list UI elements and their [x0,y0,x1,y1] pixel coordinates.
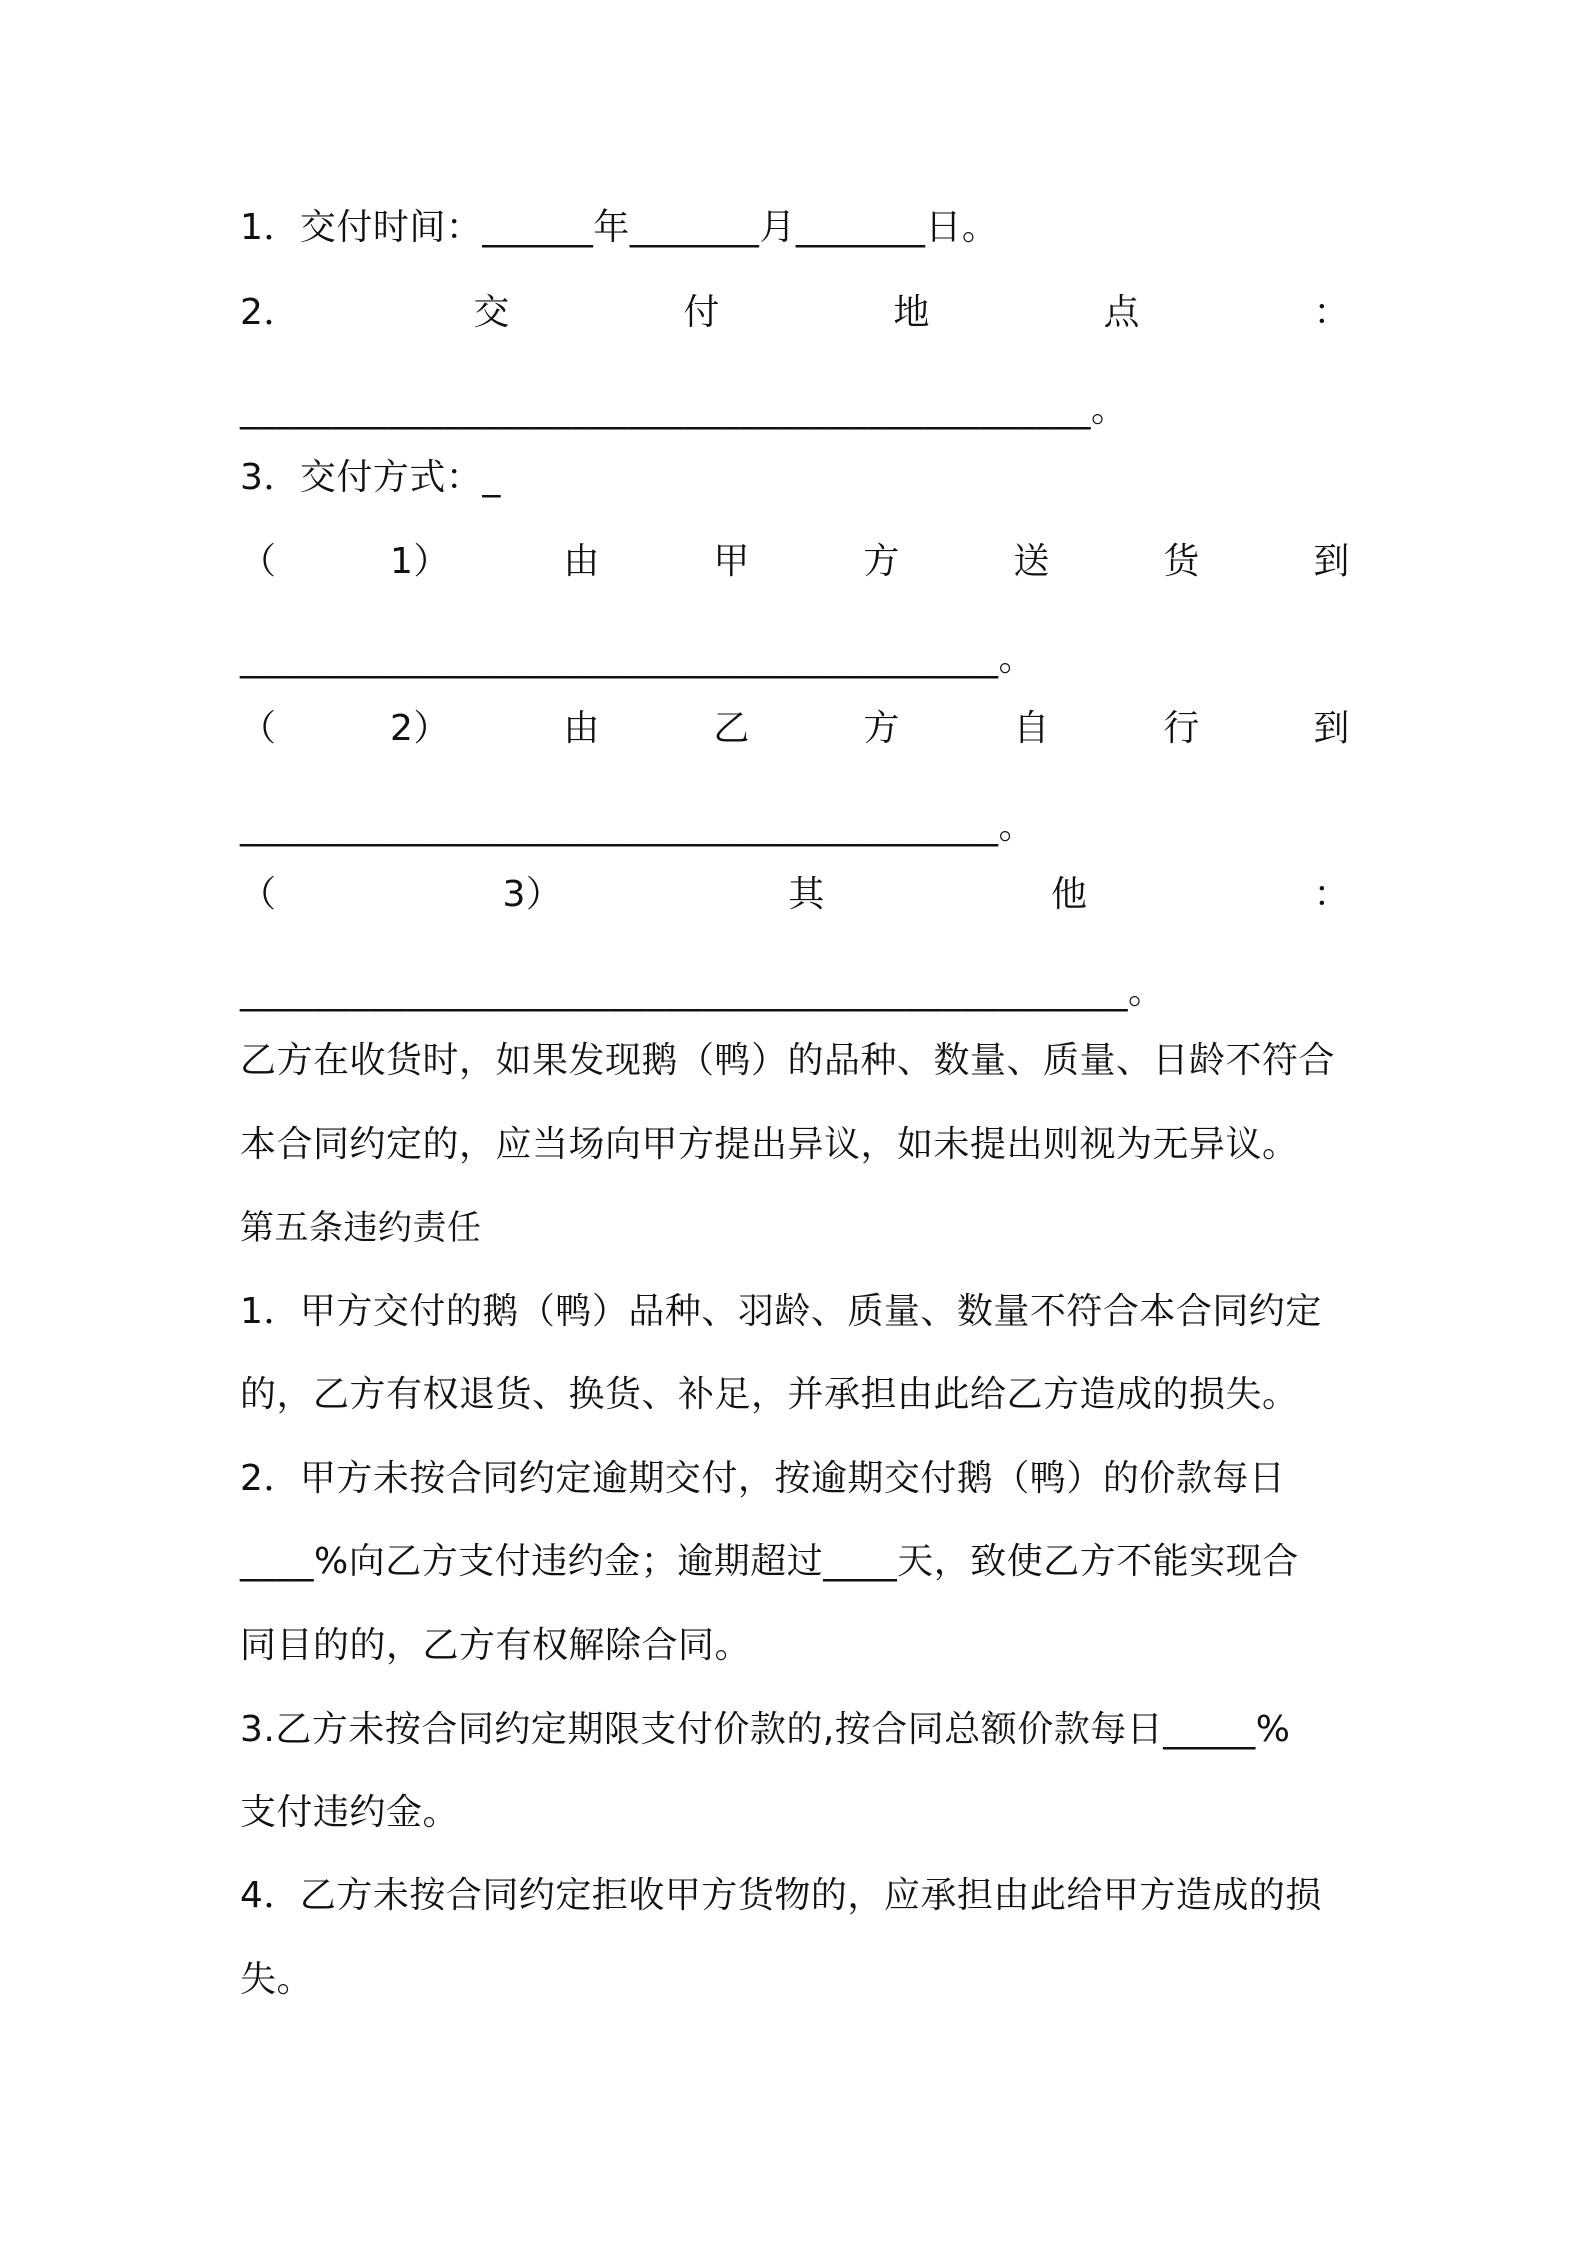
article-5-item-3-line-2: 支付违约金。 [240,1792,460,1833]
option-char: 1） [390,541,450,582]
delivery-option-1-blank: _________________________________________。 [240,638,1035,679]
option-char: 行 [1163,708,1200,749]
article-5-item-4-line-2: 失。 [240,1959,314,2000]
article-5-title: 第五条违约责任 [240,1208,482,1248]
delivery-option-3 [240,870,1350,920]
article-5-item-2-line-3: 同目的的，乙方有权解除合同。 [240,1625,752,1666]
option-char: 3） [502,874,563,915]
option-char: 2） [390,708,450,749]
article-5-item-1-line-1: 1．甲方交付的鹅（鸭）品种、羽龄、质量、数量不符合本合同约定 [240,1291,1322,1332]
option-char: （ [240,541,277,582]
option-char: 方 [863,541,900,582]
option-char: 自 [1013,708,1050,749]
delivery-method: 3．交付方式：_ [240,457,501,498]
delivery-option-2 [240,704,1350,754]
delivery-place-blank: ______________________________________________。 [240,389,1128,430]
option-char: 甲 [713,541,750,582]
article-5-item-2-line-2: ____%向乙方支付违约金；逾期超过____天，致使乙方不能实现合 [240,1541,1299,1582]
place-label-char: 交 [473,292,510,333]
article-5-item-2-line-1: 2．甲方未按合同约定逾期交付，按逾期交付鹅（鸭）的价款每日 [240,1458,1286,1499]
option-char: （ [240,708,277,749]
option-char: 他 [1050,874,1088,915]
option-char: 由 [563,708,600,749]
option-char: （ [240,874,277,915]
option-char: 到 [1313,708,1350,749]
option-char: 由 [563,541,600,582]
article-5-item-1-line-2: 的，乙方有权退货、换货、补足，并承担由此给乙方造成的损失。 [240,1374,1299,1415]
option-char: 送 [1013,541,1050,582]
place-label-num: 2． [240,292,300,333]
delivery-place-label [240,288,1350,338]
inspection-line-1: 乙方在收货时，如果发现鹅（鸭）的品种、数量、质量、日龄不符合 [240,1040,1336,1081]
option-char: 方 [863,708,900,749]
article-5-item-4-line-1: 4．乙方未按合同约定拒收甲方货物的，应承担由此给甲方造成的损 [240,1875,1322,1916]
option-char: 货 [1163,541,1200,582]
place-label-char: 付 [683,292,720,333]
place-label-char: 地 [893,292,930,333]
option-char: 其 [788,874,825,915]
delivery-option-1 [240,537,1350,587]
option-char: 乙 [713,708,750,749]
place-label-char: 点 [1103,292,1140,333]
option-char: 到 [1313,541,1350,582]
delivery-time: 1．交付时间：______年_______月_______日。 [240,207,999,248]
article-5-item-3-line-1: 3.乙方未按合同约定期限支付价款的,按合同总额价款每日_____% [240,1709,1291,1750]
inspection-line-2: 本合同约定的，应当场向甲方提出异议，如未提出则视为无异议。 [240,1124,1299,1165]
delivery-option-2-blank: _________________________________________。 [240,806,1035,847]
delivery-option-3-blank: ________________________________________________。 [240,971,1165,1012]
place-label-colon: ： [1313,292,1350,333]
option-char: ： [1313,874,1350,915]
